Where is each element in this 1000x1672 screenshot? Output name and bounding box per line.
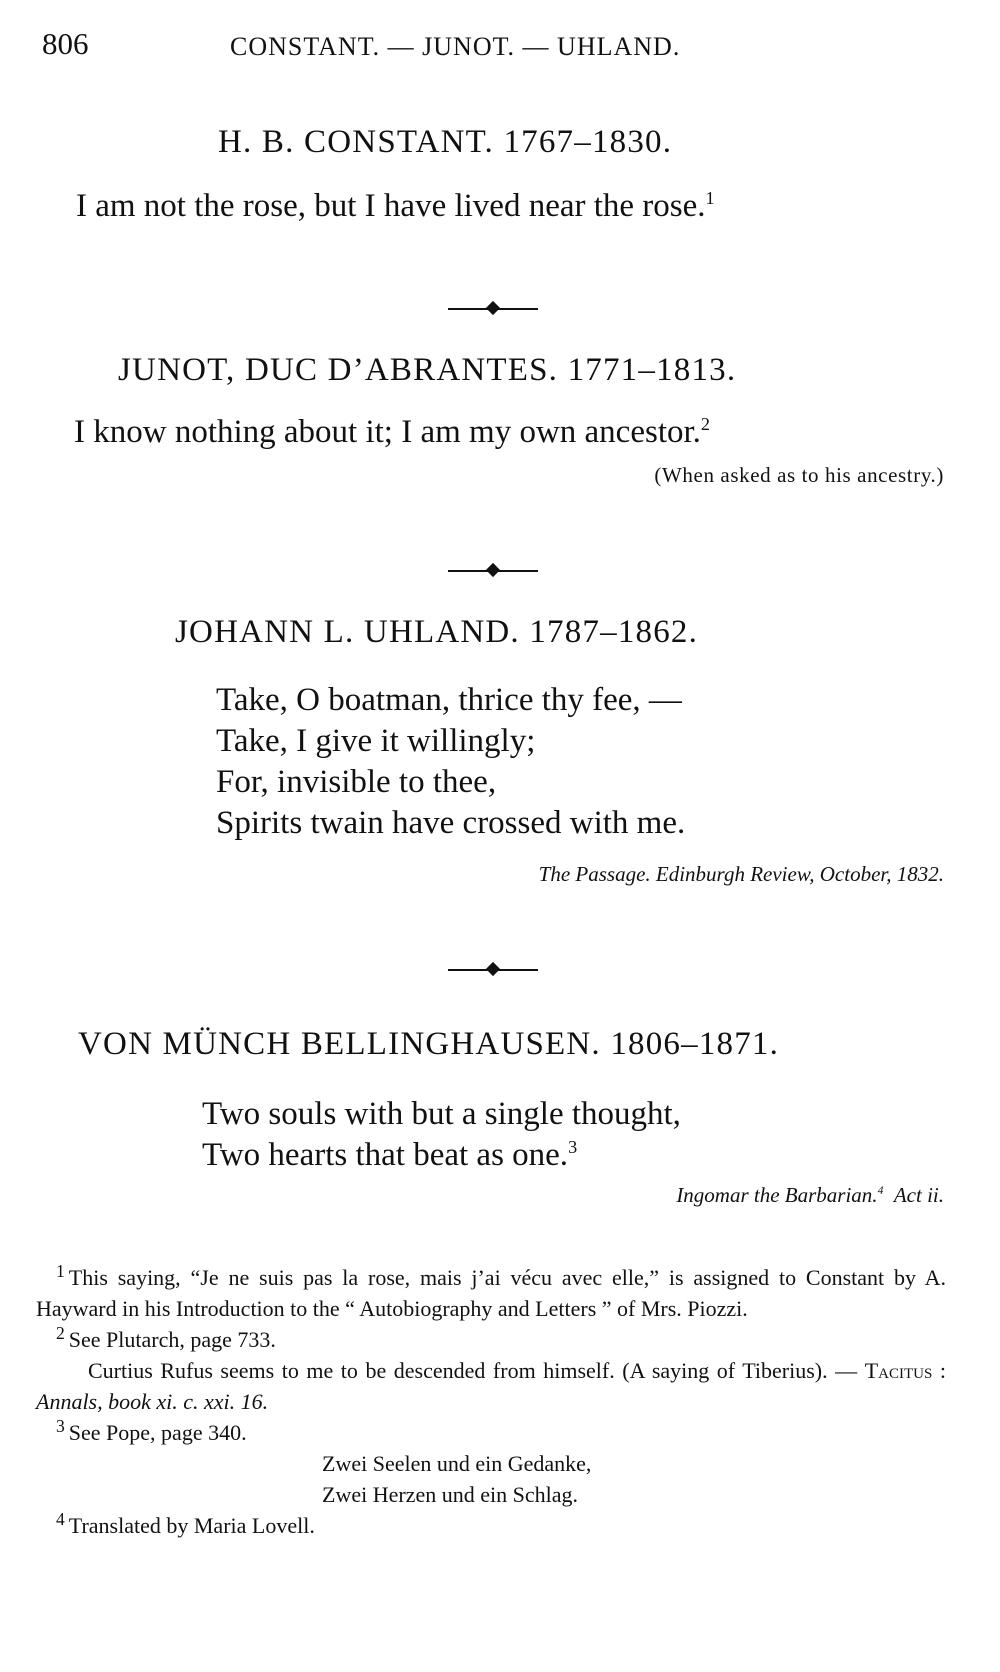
footnotes (36, 1262, 946, 1541)
verse-uhland (216, 680, 685, 844)
verse-line: Two souls with but a single thought, (202, 1096, 681, 1132)
footnote-number: 3 (56, 1415, 65, 1436)
footnote-4 (36, 1510, 946, 1541)
footnote-text: See Plutarch, page 733. (68, 1327, 276, 1352)
footnote-ref-3: 3 (568, 1137, 578, 1157)
section-heading-bellinghausen: VON MÜNCH BELLINGHAUSEN. 1806–1871. (78, 1026, 780, 1062)
footnote-ref-2: 2 (700, 414, 710, 434)
page-number: 806 (42, 26, 89, 61)
footnote-source: Annals, book xi. c. xxi. 16. (36, 1389, 269, 1414)
quote-constant-text: I am not the rose, but I have lived near the rose. (76, 188, 706, 224)
footnote-number: 4 (56, 1508, 65, 1529)
footnote-sep: : (939, 1358, 947, 1383)
footnote-1 (36, 1262, 946, 1324)
ornament-divider (448, 564, 538, 578)
verse-line: Take, I give it willingly; (216, 723, 536, 759)
quote-junot-text: I know nothing about it; I am my own ancestor. (74, 414, 701, 450)
footnote-text: Curtius Rufus seems to me to be descended from himself. (A saying of Tiberius). — (88, 1358, 858, 1383)
verse-line: Take, O boatman, thrice thy fee, — (216, 682, 682, 718)
verse-line-text: Two hearts that beat as one. (202, 1137, 569, 1173)
section-heading-junot: JUNOT, DUC D’ABRANTES. 1771–1813. (118, 352, 737, 388)
attribution-title: Ingomar the Barbarian. (676, 1183, 878, 1207)
verse-line: Spirits twain have crossed with me. (216, 805, 686, 841)
footnote-text: Translated by Maria Lovell. (68, 1513, 315, 1538)
footnote-german-line: Zwei Herzen und ein Schlag. (322, 1482, 578, 1507)
footnote-number: 1 (56, 1260, 65, 1281)
attribution-bellinghausen (676, 1183, 944, 1208)
footnote-3 (36, 1417, 946, 1448)
footnote-german-line: Zwei Seelen und ein Gedanke, (322, 1451, 592, 1476)
footnote-ref-4: 4 (877, 1185, 884, 1197)
ornament-divider (448, 302, 538, 316)
section-heading-uhland: JOHANN L. UHLAND. 1787–1862. (175, 614, 699, 650)
attribution-act: Act ii. (893, 1183, 944, 1207)
verse-line (202, 1135, 681, 1176)
quote-context: (When asked as to his ancestry.) (654, 463, 944, 487)
verse-bellinghausen (202, 1094, 681, 1176)
verse-line: For, invisible to thee, (216, 764, 497, 800)
footnote-text: This saying, “Je ne suis pas la rose, mais j’ai vécu avec elle,” is assigned to Constant by A. Hayward in his Introduction to the “ Autobiography and Letters ” of Mrs. Piozzi. (36, 1265, 946, 1321)
attribution-uhland: The Passage. Edinburgh Review, October, 1832. (538, 862, 944, 886)
footnote-2 (36, 1324, 946, 1355)
footnote-ref-1: 1 (705, 188, 715, 208)
section-heading-constant: H. B. CONSTANT. 1767–1830. (218, 124, 673, 160)
footnote-text: See Pope, page 340. (68, 1420, 247, 1445)
ornament-divider (448, 963, 538, 977)
footnote-author: Tacitus (864, 1358, 933, 1383)
quote-constant (76, 188, 715, 225)
running-head: CONSTANT. — JUNOT. — UHLAND. (230, 32, 681, 61)
footnote-number: 2 (56, 1322, 65, 1343)
footnote-2-extra (36, 1355, 946, 1417)
quote-junot (74, 414, 710, 451)
